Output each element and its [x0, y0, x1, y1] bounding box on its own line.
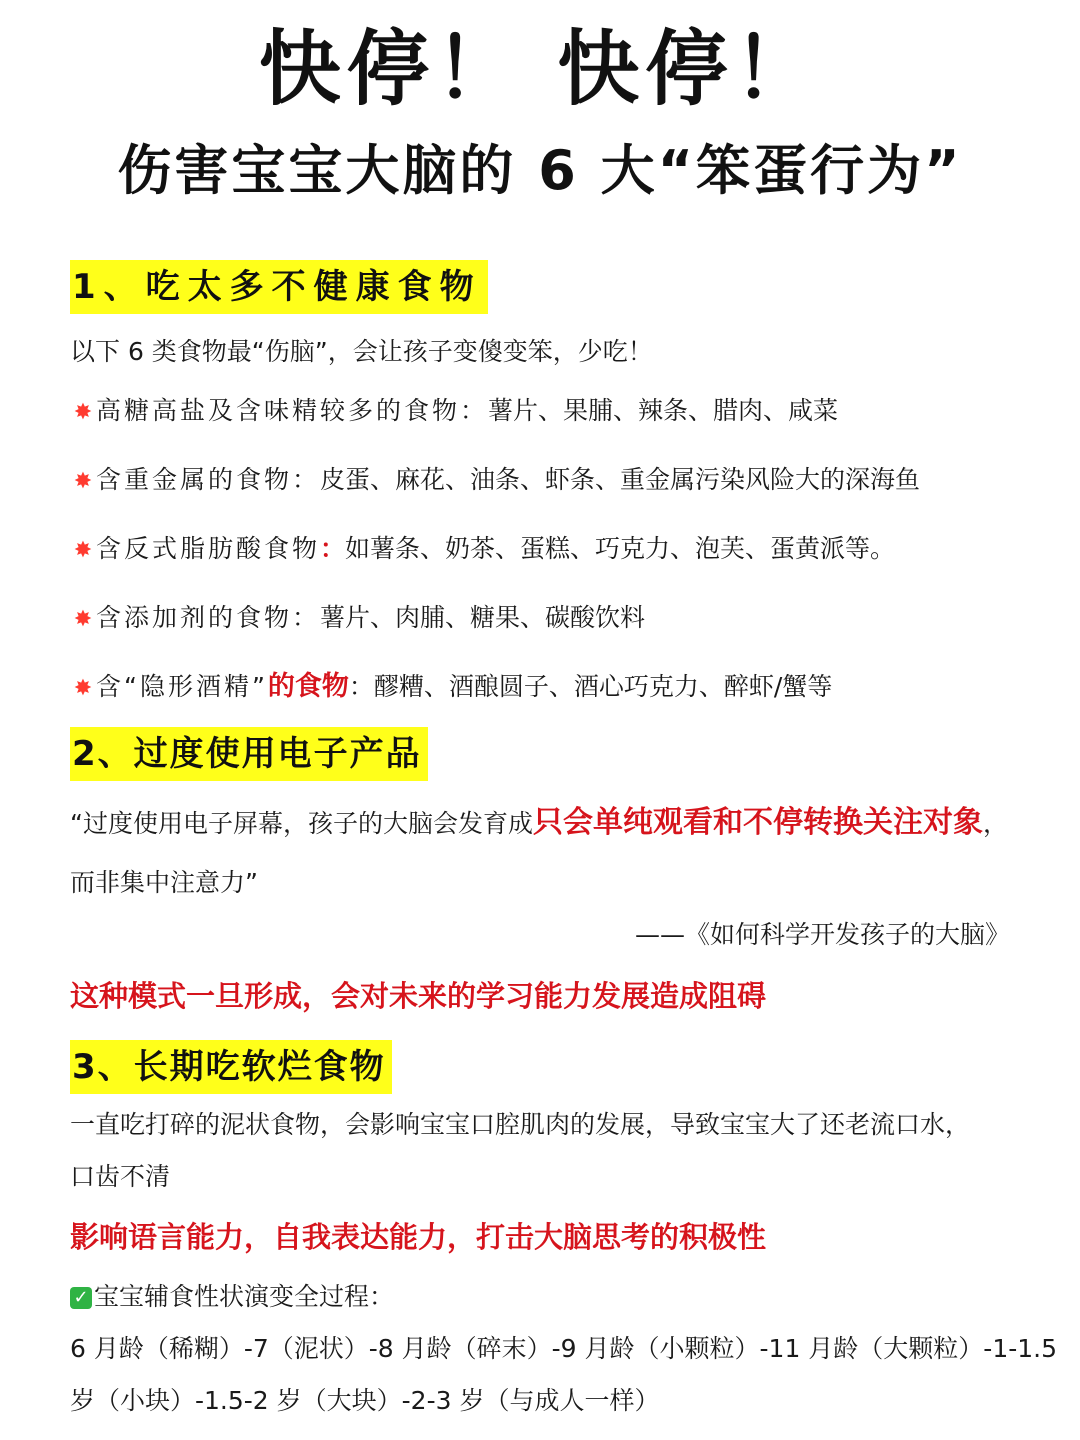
check-mark-icon: ✓ [70, 1287, 92, 1309]
food-item-text: 如薯条、奶茶、蛋糕、巧克力、泡芙、蛋黄派等。 [345, 534, 896, 563]
food-item-label: 含重金属的食物： [96, 465, 321, 494]
food-item-4 [70, 601, 645, 637]
food-item-5 [70, 670, 832, 706]
section-3-text-line-2: 口齿不清 [70, 1162, 171, 1191]
collision-icon: ✸ [73, 676, 93, 701]
food-item-label: 高糖高盐及含味精较多的食物： [96, 396, 489, 425]
process-line-2: 岁（小块）-1.5-2 岁（大块）-2-3 岁（与成人一样） [70, 1386, 660, 1415]
collision-icon: ✸ [73, 469, 93, 494]
section-1-intro: 以下 6 类食物最“伤脑”，会让孩子变傻变笨，少吃！ [70, 337, 653, 366]
page-title: 快停！ 快停！ [258, 22, 822, 117]
process-label: 宝宝辅食性状演变全过程： [94, 1282, 395, 1311]
quote-line-2: 而非集中注意力” [70, 868, 258, 897]
section-3-text-line-1: 一直吃打碎的泥状食物，会影响宝宝口腔肌肉的发展，导致宝宝大了还老流口水， [70, 1110, 971, 1139]
section-3-conclusion: 影响语言能力，自我表达能力，打击大脑思考的积极性 [70, 1220, 767, 1254]
food-item-1 [70, 394, 838, 430]
food-item-label-red: ： [320, 534, 346, 563]
quote-line-1 [70, 806, 1008, 841]
quote-comma: ， [982, 809, 1008, 838]
collision-icon: ✸ [73, 400, 93, 425]
food-item-label-red: 的食物 [267, 671, 349, 702]
process-label-row [70, 1280, 394, 1314]
food-item-text: 薯片、肉脯、糖果、碳酸饮料 [320, 603, 646, 632]
food-item-label: 含添加剂的食物： [96, 603, 321, 632]
quote-highlight: 只会单纯观看和不停转换关注对象 [532, 805, 983, 840]
section-2-conclusion: 这种模式一旦形成，会对未来的学习能力发展造成阻碍 [70, 979, 767, 1013]
food-item-text: 薯片、果脯、辣条、腊肉、咸菜 [488, 396, 839, 425]
section-1-heading: 1、吃太多不健康食物 [70, 260, 488, 314]
food-item-3 [70, 532, 895, 568]
collision-icon: ✸ [73, 607, 93, 632]
food-item-label: 含反式脂肪酸食物 [96, 534, 321, 563]
page-subtitle: 伤害宝宝大脑的 6 大“笨蛋行为” [117, 139, 963, 202]
collision-icon: ✸ [73, 538, 93, 563]
food-item-label: 含“隐形酒精” [96, 672, 268, 701]
quote-source: ——《如何科学开发孩子的大脑》 [634, 920, 1010, 949]
food-item-text: 醪糟、酒酿圆子、酒心巧克力、醉虾/蟹等 [373, 672, 833, 701]
quote-start: “过度使用电子屏幕，孩子的大脑会发育成 [70, 809, 533, 838]
section-2-heading: 2、过度使用电子产品 [70, 727, 428, 781]
food-item-text: 皮蛋、麻花、油条、虾条、重金属污染风险大的深海鱼 [320, 465, 921, 494]
section-3-heading: 3、长期吃软烂食物 [70, 1040, 392, 1094]
process-line-1: 6 月龄（稀糊）-7（泥状）-8 月龄（碎末）-9 月龄（小颗粒）-11 月龄（大颗粒）-1-1.5 [70, 1334, 1058, 1363]
food-item-colon: ： [348, 672, 374, 701]
food-item-2 [70, 463, 920, 499]
